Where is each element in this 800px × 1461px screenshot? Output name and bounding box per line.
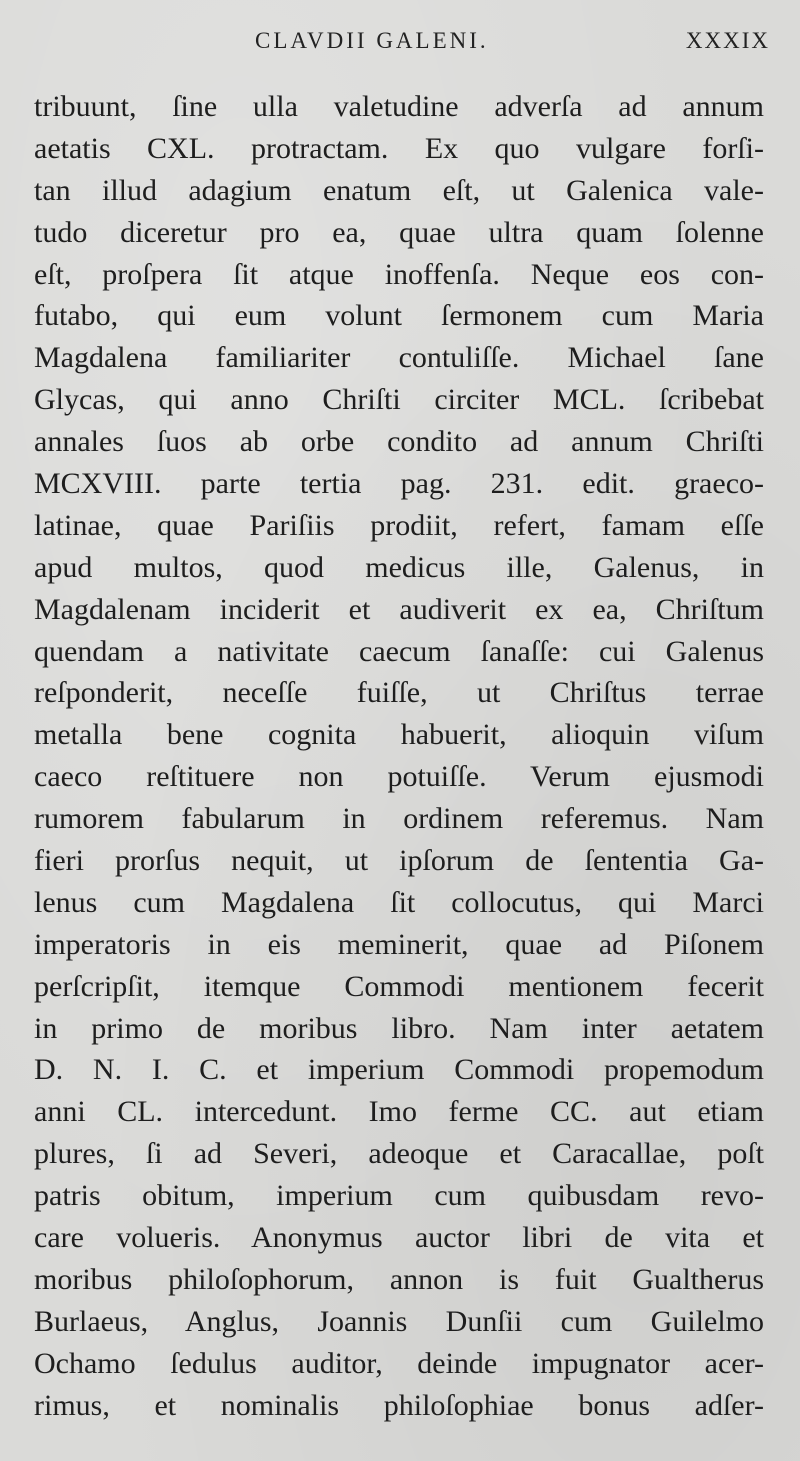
text-line: in primo de moribus libro. Nam inter aetatem [34, 1011, 764, 1045]
text-line: D. N. I. C. et imperium Commodi propemodum [34, 1053, 764, 1087]
text-line: imperatoris in eis meminerit, quae ad Piſonem [34, 927, 764, 961]
text-line: tudo diceretur pro ea, quae ultra quam ſolenne [34, 215, 764, 249]
text-line: lenus cum Magdalena ſit collocutus, qui Marci [34, 885, 764, 919]
text-line: metalla bene cognita habuerit, alioquin viſum [34, 718, 764, 752]
text-line: care volueris. Anonymus auctor libri de vita et [34, 1221, 764, 1255]
running-head [0, 28, 800, 62]
text-line: eſt, proſpera ſit atque inoffenſa. Neque eos con- [34, 257, 764, 291]
text-line: patris obitum, imperium cum quibusdam revo- [34, 1179, 764, 1213]
text-line: moribus philoſophorum, annon is fuit Gualtherus [34, 1262, 764, 1296]
page-number: XXXIX [685, 28, 770, 53]
text-line: perſcripſit, itemque Commodi mentionem fecerit [34, 969, 764, 1003]
text-line: plures, ſi ad Severi, adeoque et Caracallae, poſt [34, 1137, 764, 1171]
text-line: tribuunt, ſine ulla valetudine adverſa ad annum [34, 90, 764, 123]
text-line: apud multos, quod medicus ille, Galenus, in [34, 550, 764, 584]
text-line: rimus, et nominalis philoſophiae bonus adſer- [34, 1388, 764, 1422]
body-text [34, 86, 764, 1427]
text-line: annales ſuos ab orbe condito ad annum Chriſti [34, 425, 764, 459]
text-line: Glycas, qui anno Chriſti circiter MCL. ſcribebat [34, 383, 764, 417]
text-line: Magdalenam inciderit et audiverit ex ea, Chriſtum [34, 592, 764, 626]
text-line: tan illud adagium enatum eſt, ut Galenica vale- [34, 173, 764, 207]
text-line: latinae, quae Pariſiis prodiit, refert, famam eſſe [34, 508, 764, 542]
text-line: caeco reſtituere non potuiſſe. Verum ejusmodi [34, 760, 764, 794]
text-line: reſponderit, neceſſe fuiſſe, ut Chriſtus terrae [34, 676, 764, 710]
text-line: Magdalena familiariter contuliſſe. Michael ſane [34, 341, 764, 375]
text-line: rumorem fabularum in ordinem referemus. Nam [34, 802, 764, 836]
text-line: Burlaeus, Anglus, Joannis Dunſii cum Guilelmo [34, 1304, 764, 1338]
text-line: futabo, qui eum volunt ſermonem cum Maria [34, 299, 764, 333]
text-line: anni CL. intercedunt. Imo ferme CC. aut etiam [34, 1095, 764, 1129]
text-line: quendam a nativitate caecum ſanaſſe: cui Galenus [34, 634, 764, 668]
text-line: fieri prorſus nequit, ut ipſorum de ſententia Ga- [34, 844, 764, 878]
text-line: Ochamo ſedulus auditor, deinde impugnator acer- [34, 1346, 764, 1380]
running-title: CLAVDII GALENI. [255, 28, 489, 53]
text-line: MCXVIII. parte tertia pag. 231. edit. graeco- [34, 467, 764, 501]
text-line: aetatis CXL. protractam. Ex quo vulgare forſi- [34, 131, 764, 165]
